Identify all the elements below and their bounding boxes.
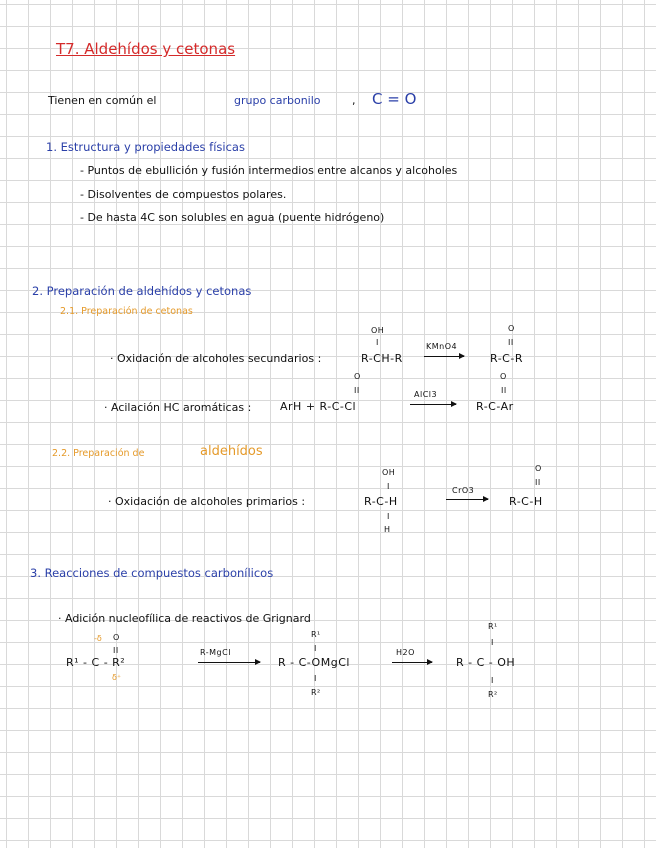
r4-r1-top-product: R¹ xyxy=(488,622,498,631)
r1-reactant: R-CH-R xyxy=(361,352,403,365)
r1-bond: I xyxy=(376,338,379,347)
r3-bond-top: I xyxy=(387,482,390,491)
r4-product: R - C - OH xyxy=(456,656,516,669)
r1-double-bond: II xyxy=(508,338,514,347)
r4-o: O xyxy=(113,633,120,642)
r2-reactant: ArH + R-C-Cl xyxy=(280,400,357,413)
r4-intermediate: R - C-OMgCl xyxy=(278,656,350,669)
r3-oh: OH xyxy=(382,468,396,477)
r2-arrow xyxy=(410,404,456,405)
r3-label: · Oxidación de alcoholes primarios : xyxy=(108,495,306,508)
r2-product: R-C-Ar xyxy=(476,400,514,413)
r4-r1-top: R¹ xyxy=(311,630,321,639)
r3-double-bond: II xyxy=(535,478,541,487)
r4-r2-bottom: R² xyxy=(311,688,321,697)
r1-o: O xyxy=(508,324,515,333)
r4-arrow-1 xyxy=(198,662,260,663)
intro-formula: C = O xyxy=(372,90,417,108)
r3-bond-bottom: I xyxy=(387,512,390,521)
r4-reactant: R¹ - C - R² xyxy=(66,656,126,669)
section-2-2-prefix: 2.2. Preparación de xyxy=(52,448,145,459)
r3-product: R-C-H xyxy=(509,495,543,508)
s1-bullet-1: - Puntos de ebullición y fusión intermedios entre alcanos y alcoholes xyxy=(80,164,458,177)
section-2-1-heading: 2.1. Preparación de cetonas xyxy=(60,306,193,317)
r4-reagent-2: H2O xyxy=(396,648,415,657)
r1-reagent: KMnO4 xyxy=(426,342,458,351)
section-2-2-word: aldehídos xyxy=(200,444,263,459)
r4-r2-bottom-product: R² xyxy=(488,690,498,699)
r2-o: O xyxy=(354,372,361,381)
r3-o: O xyxy=(535,464,542,473)
page-title: T7. Aldehídos y cetonas xyxy=(56,40,236,58)
r1-label: · Oxidación de alcoholes secundarios : xyxy=(110,352,322,365)
r2-double-bond-product: II xyxy=(501,386,507,395)
intro-highlight: grupo carbonilo xyxy=(234,94,321,107)
r2-reagent: AlCl3 xyxy=(414,390,438,399)
section-2-heading: 2. Preparación de aldehídos y cetonas xyxy=(32,284,252,298)
intro-separator: , xyxy=(352,94,356,107)
r4-label: · Adición nucleofílica de reactivos de Grignard xyxy=(58,612,311,625)
r4-bond-top: I xyxy=(314,644,317,653)
r4-reagent-1: R-MgCl xyxy=(200,648,231,657)
r4-bond-top-product: I xyxy=(491,638,494,647)
r1-product: R-C-R xyxy=(490,352,523,365)
r4-delta-minus: -δ xyxy=(94,634,102,643)
r4-arrow-2 xyxy=(392,662,432,663)
r2-o-product: O xyxy=(500,372,507,381)
r4-bond-bottom: I xyxy=(314,674,317,683)
section-1-heading: 1. Estructura y propiedades físicas xyxy=(46,140,245,154)
r4-bond-bottom-product: I xyxy=(491,676,494,685)
r4-delta-plus: δ⁺ xyxy=(112,673,122,682)
s1-bullet-3: - De hasta 4C son solubles en agua (puente hidrógeno) xyxy=(80,211,385,224)
s1-bullet-2: - Disolventes de compuestos polares. xyxy=(80,188,287,201)
r3-h: H xyxy=(384,525,391,534)
r1-oh: OH xyxy=(371,326,385,335)
r3-reactant: R-C-H xyxy=(364,495,398,508)
r2-label: · Acilación HC aromáticas : xyxy=(104,401,252,414)
section-3-heading: 3. Reacciones de compuestos carbonílicos xyxy=(30,566,274,580)
r4-double-bond: II xyxy=(113,646,119,655)
r3-reagent: CrO3 xyxy=(452,486,475,495)
r2-double-bond: II xyxy=(354,386,360,395)
r3-arrow xyxy=(446,499,488,500)
intro-text: Tienen en común el xyxy=(48,94,157,107)
r1-arrow xyxy=(424,356,464,357)
